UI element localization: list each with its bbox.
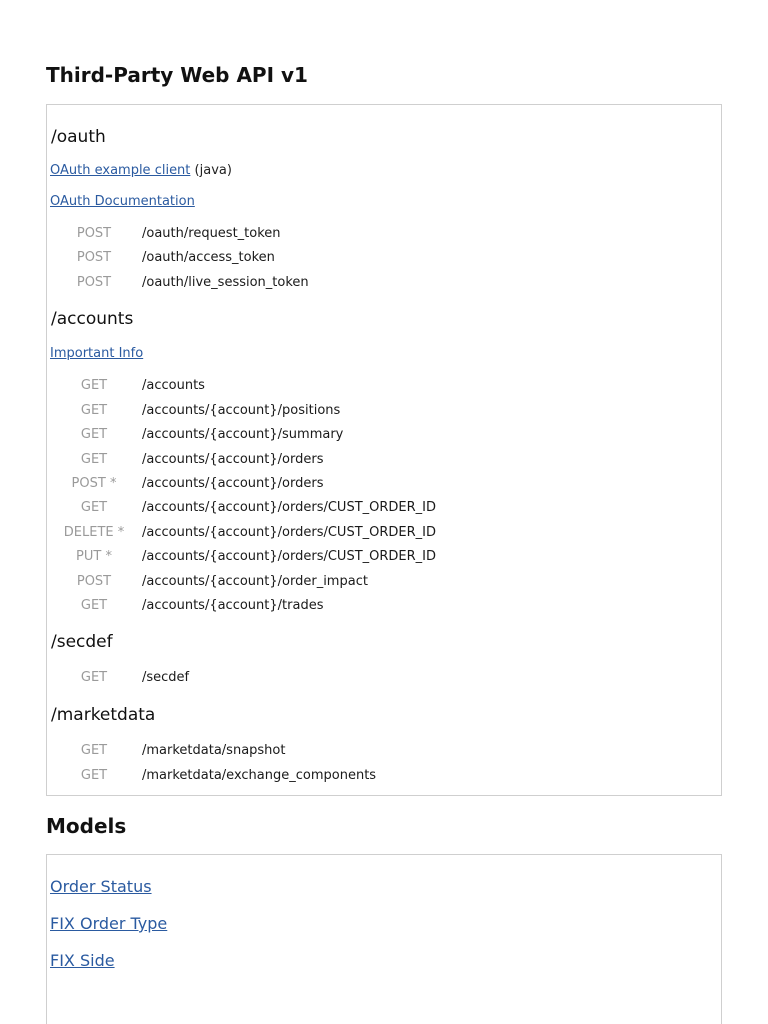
endpoint-method: GET [80, 670, 108, 685]
endpoint-method: POST [76, 574, 112, 589]
endpoint-row[interactable] [47, 378, 647, 400]
endpoint-method: GET [80, 500, 108, 515]
endpoint-path[interactable]: /accounts/{account}/trades [142, 598, 324, 613]
oauth-example-client-link[interactable]: OAuth example client [50, 163, 191, 178]
endpoint-method: POST [76, 275, 112, 290]
endpoint-path[interactable]: /oauth/access_token [142, 250, 275, 265]
endpoint-path[interactable]: /accounts/{account}/summary [142, 427, 344, 442]
endpoint-path[interactable]: /accounts/{account}/orders/CUST_ORDER_ID [142, 500, 437, 515]
endpoint-row[interactable] [47, 427, 647, 449]
oauth-example-line [50, 163, 232, 178]
endpoint-path[interactable]: /secdef [142, 670, 190, 685]
models-panel [46, 854, 722, 1024]
model-link-fix-order-type[interactable]: FIX Order Type [50, 914, 168, 933]
important-info-link[interactable]: Important Info [50, 346, 144, 361]
endpoint-path[interactable]: /accounts/{account}/order_impact [142, 574, 368, 589]
endpoint-path[interactable]: /accounts [142, 378, 205, 393]
endpoint-method: GET [80, 403, 108, 418]
model-link-order-status[interactable]: Order Status [50, 877, 152, 896]
endpoint-method: GET [80, 768, 108, 783]
endpoint-method: PUT * [76, 549, 112, 564]
models-title: Models [46, 814, 127, 838]
endpoint-row[interactable] [47, 574, 647, 596]
endpoint-row[interactable] [47, 598, 647, 620]
endpoint-row[interactable] [47, 275, 647, 297]
endpoint-path[interactable]: /accounts/{account}/positions [142, 403, 341, 418]
model-link-fix-side[interactable]: FIX Side [50, 951, 115, 970]
endpoint-method: GET [80, 427, 108, 442]
endpoint-method: GET [80, 743, 108, 758]
section-heading-oauth: /oauth [51, 127, 106, 147]
section-heading-secdef: /secdef [51, 632, 113, 652]
endpoint-row[interactable] [47, 403, 647, 425]
endpoint-method: POST [76, 250, 112, 265]
endpoint-path[interactable]: /accounts/{account}/orders [142, 452, 324, 467]
endpoint-path[interactable]: /accounts/{account}/orders [142, 476, 324, 491]
endpoint-row[interactable] [47, 670, 647, 692]
endpoint-path[interactable]: /oauth/request_token [142, 226, 281, 241]
endpoint-row[interactable] [47, 452, 647, 474]
section-heading-marketdata: /marketdata [51, 705, 156, 725]
oauth-documentation-link[interactable]: OAuth Documentation [50, 194, 195, 209]
endpoint-method: GET [80, 598, 108, 613]
api-endpoints-panel [46, 104, 722, 796]
endpoint-method: POST * [71, 476, 117, 491]
endpoint-method: GET [80, 452, 108, 467]
endpoint-row[interactable] [47, 476, 647, 498]
endpoint-method: DELETE * [63, 525, 125, 540]
endpoint-row[interactable] [47, 549, 647, 571]
endpoint-row[interactable] [47, 768, 647, 790]
endpoint-row[interactable] [47, 525, 647, 547]
endpoint-method: GET [80, 378, 108, 393]
endpoint-method: POST [76, 226, 112, 241]
endpoint-row[interactable] [47, 500, 647, 522]
endpoint-row[interactable] [47, 743, 647, 765]
section-heading-accounts: /accounts [51, 309, 134, 329]
endpoint-row[interactable] [47, 250, 647, 272]
endpoint-row[interactable] [47, 226, 647, 248]
endpoint-path[interactable]: /accounts/{account}/orders/CUST_ORDER_ID [142, 549, 437, 564]
oauth-example-note: (java) [190, 163, 232, 178]
page-title: Third-Party Web API v1 [46, 63, 308, 87]
endpoint-path[interactable]: /accounts/{account}/orders/CUST_ORDER_ID [142, 525, 437, 540]
endpoint-path[interactable]: /oauth/live_session_token [142, 275, 309, 290]
endpoint-path[interactable]: /marketdata/exchange_components [142, 768, 377, 783]
endpoint-path[interactable]: /marketdata/snapshot [142, 743, 286, 758]
